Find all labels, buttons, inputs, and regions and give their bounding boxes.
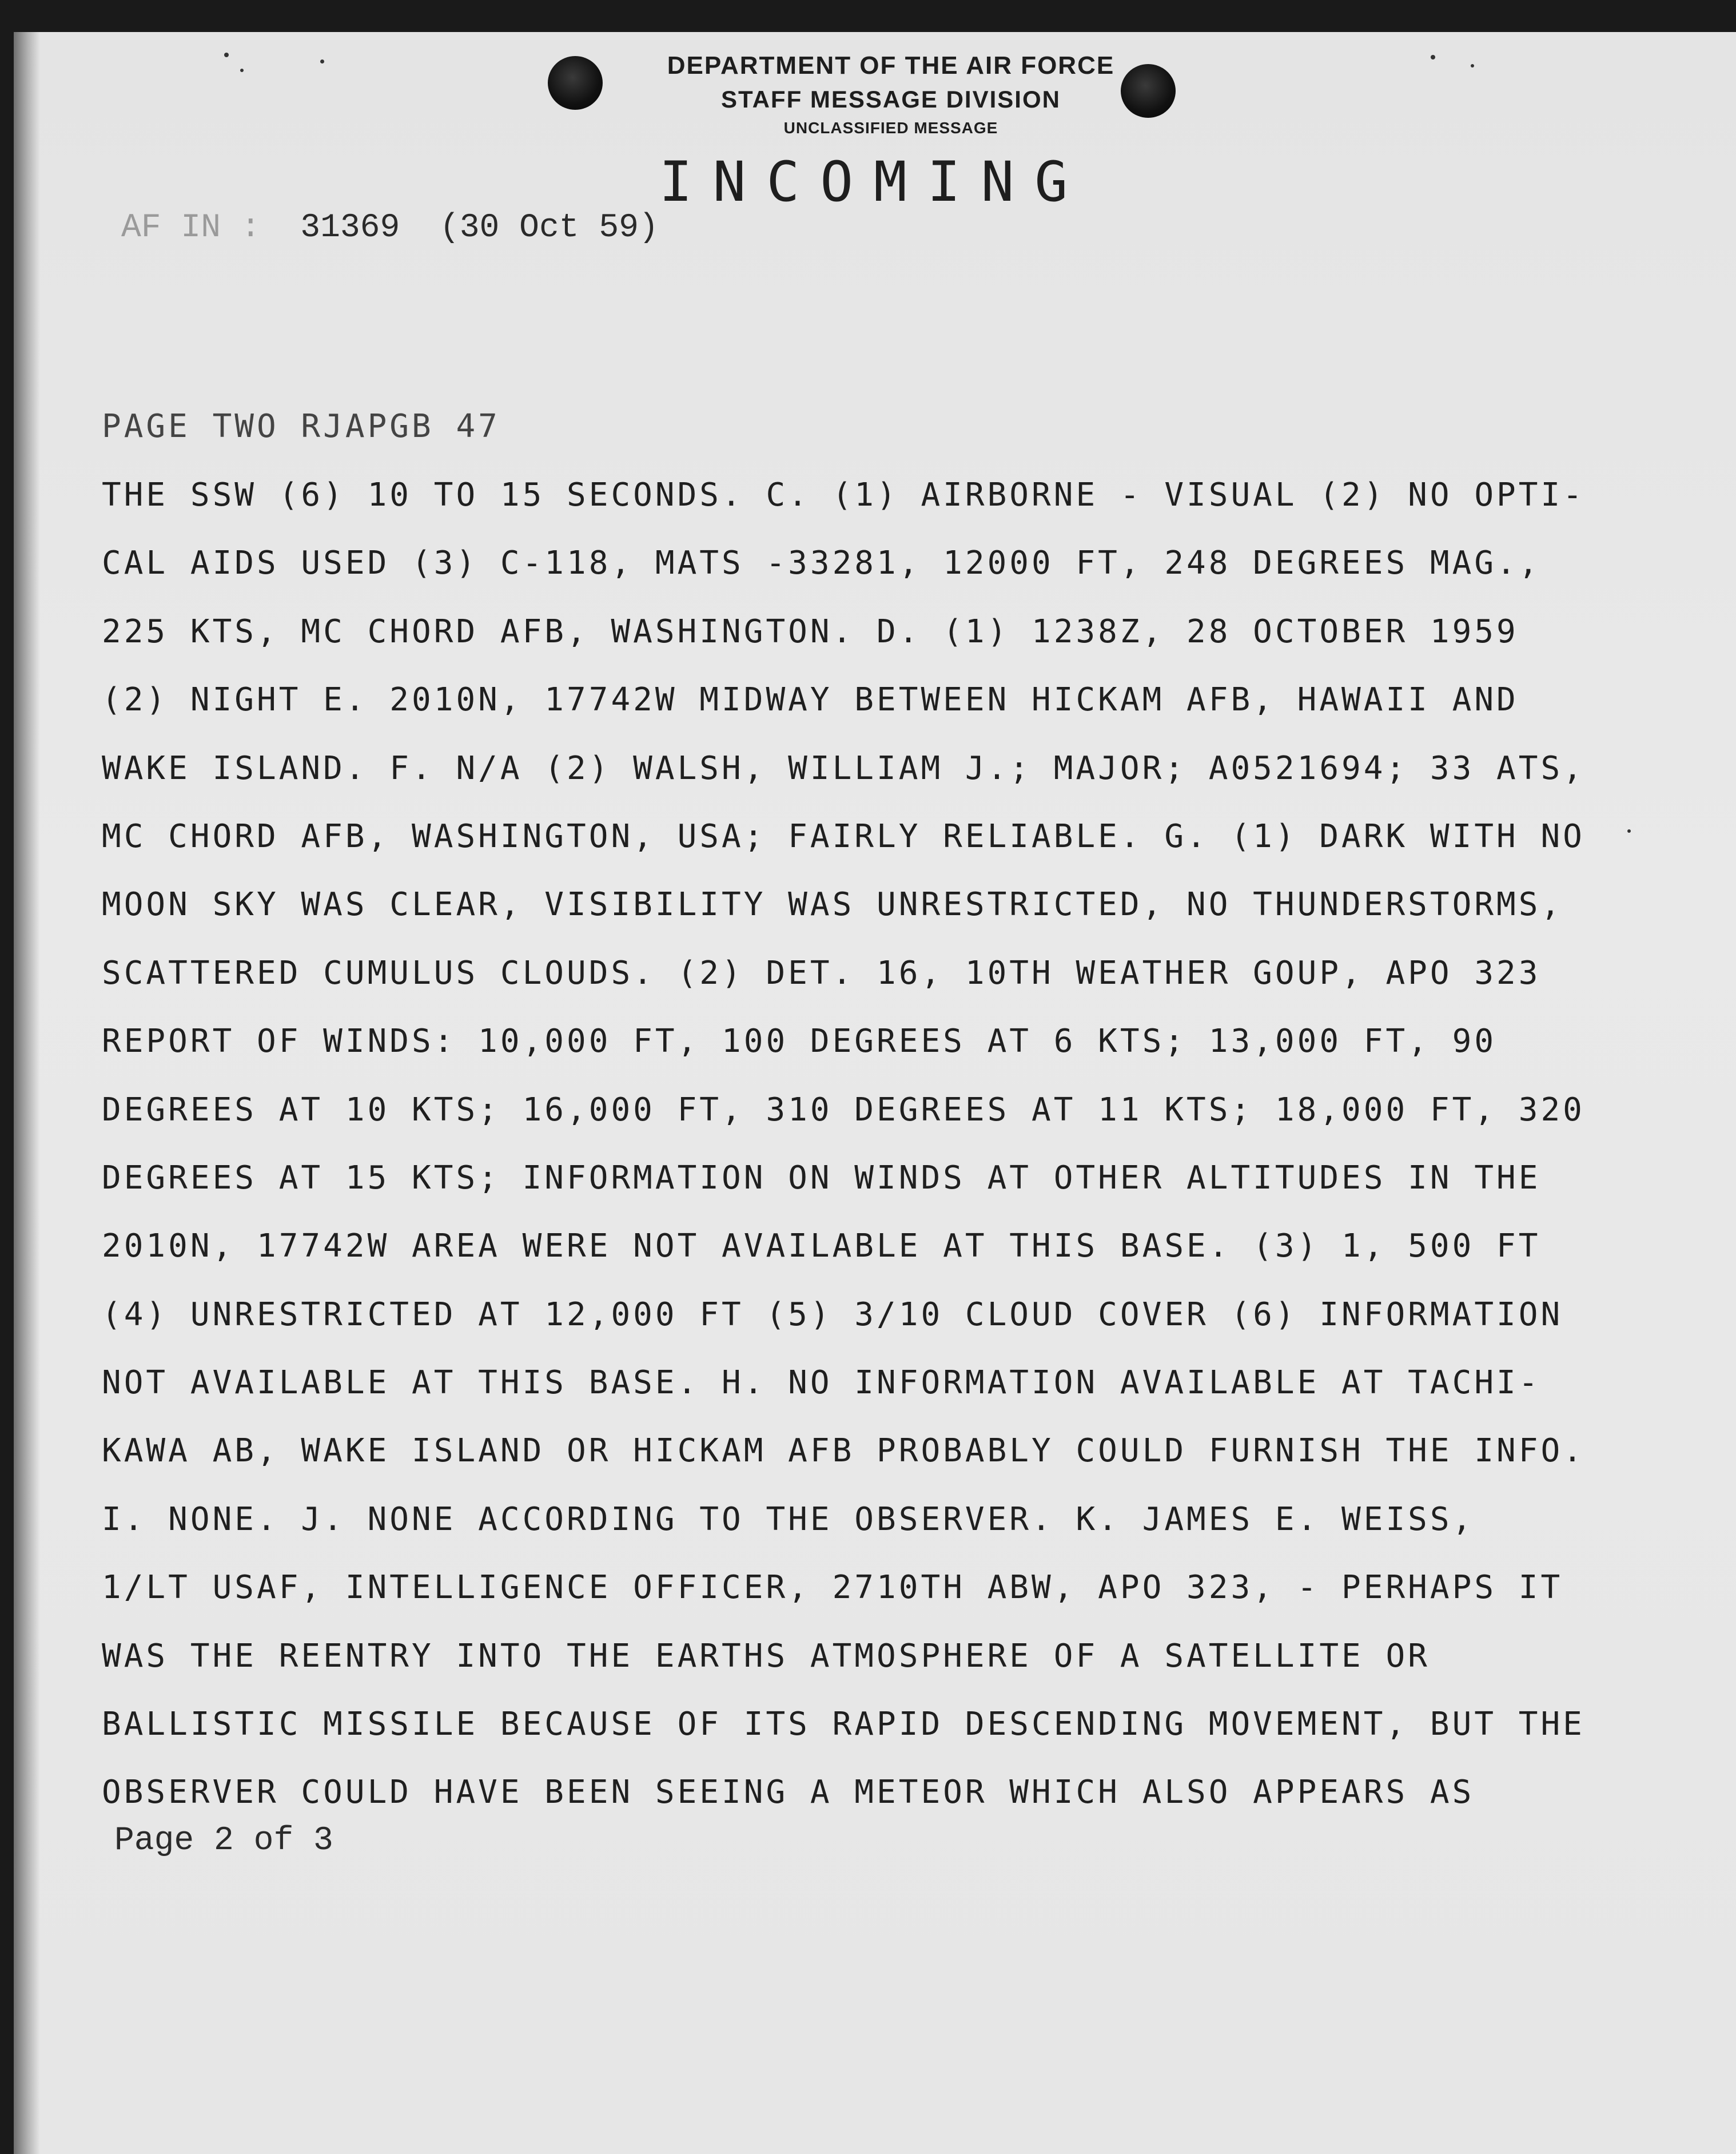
reference-label: AF IN : <box>121 209 261 247</box>
message-type-title: INCOMING <box>659 150 1089 214</box>
message-reference <box>121 209 659 247</box>
body-line: KAWA AB, WAKE ISLAND OR HICKAM AFB PROBABLY COULD FURNISH THE INFO. <box>102 1432 1585 1470</box>
body-line: 1/LT USAF, INTELLIGENCE OFFICER, 2710TH ABW, APO 323, - PERHAPS IT <box>102 1569 1563 1607</box>
body-line: DEGREES AT 10 KTS; 16,000 FT, 310 DEGREES AT 11 KTS; 18,000 FT, 320 <box>102 1091 1585 1128</box>
body-line: BALLISTIC MISSILE BECAUSE OF ITS RAPID DESCENDING MOVEMENT, BUT THE <box>102 1706 1585 1743</box>
body-line: MOON SKY WAS CLEAR, VISIBILITY WAS UNRESTRICTED, NO THUNDERSTORMS, <box>102 886 1563 924</box>
body-line: I. NONE. J. NONE ACCORDING TO THE OBSERVER. K. JAMES E. WEISS, <box>102 1500 1475 1538</box>
body-line: 2010N, 17742W AREA WERE NOT AVAILABLE AT THIS BASE. (3) 1, 500 FT <box>102 1227 1541 1265</box>
reference-date: (30 Oct 59) <box>439 209 659 247</box>
body-line: DEGREES AT 15 KTS; INFORMATION ON WINDS AT OTHER ALTITUDES IN THE <box>102 1159 1541 1197</box>
body-line: MC CHORD AFB, WASHINGTON, USA; FAIRLY RELIABLE. G. (1) DARK WITH NO <box>102 817 1585 855</box>
page-indicator: Page 2 of 3 <box>114 1822 333 1859</box>
body-line: NOT AVAILABLE AT THIS BASE. H. NO INFORMATION AVAILABLE AT TACHI- <box>102 1364 1541 1402</box>
scan-edge-shadow <box>14 32 40 2154</box>
body-line: OBSERVER COULD HAVE BEEN SEEING A METEOR WHICH ALSO APPEARS AS <box>102 1774 1475 1811</box>
body-line: (4) UNRESTRICTED AT 12,000 FT (5) 3/10 CLOUD COVER (6) INFORMATION <box>102 1295 1563 1333</box>
body-line: REPORT OF WINDS: 10,000 FT, 100 DEGREES AT 6 KTS; 13,000 FT, 90 <box>102 1023 1497 1060</box>
body-line: WAKE ISLAND. F. N/A (2) WALSH, WILLIAM J.; MAJOR; A0521694; 33 ATS, <box>102 749 1585 787</box>
message-body <box>102 392 1585 1827</box>
body-line: SCATTERED CUMULUS CLOUDS. (2) DET. 16, 10TH WEATHER GOUP, APO 323 <box>102 954 1541 992</box>
reference-number: 31369 <box>300 209 400 247</box>
department-title: DEPARTMENT OF THE AIR FORCE <box>667 51 1115 80</box>
body-line: PAGE TWO RJAPGB 47 <box>102 408 500 445</box>
body-line: (2) NIGHT E. 2010N, 17742W MIDWAY BETWEEN HICKAM AFB, HAWAII AND <box>102 681 1519 719</box>
body-line: CAL AIDS USED (3) C-118, MATS -33281, 12000 FT, 248 DEGREES MAG., <box>102 545 1541 582</box>
body-line: 225 KTS, MC CHORD AFB, WASHINGTON. D. (1) 1238Z, 28 OCTOBER 1959 <box>102 613 1519 650</box>
body-line: THE SSW (6) 10 TO 15 SECONDS. C. (1) AIRBORNE - VISUAL (2) NO OPTI- <box>102 476 1585 514</box>
classification-label: UNCLASSIFIED MESSAGE <box>783 119 998 137</box>
division-title: STAFF MESSAGE DIVISION <box>721 86 1061 113</box>
body-line: WAS THE REENTRY INTO THE EARTHS ATMOSPHERE OF A SATELLITE OR <box>102 1637 1430 1675</box>
scan-speck <box>1627 829 1631 833</box>
